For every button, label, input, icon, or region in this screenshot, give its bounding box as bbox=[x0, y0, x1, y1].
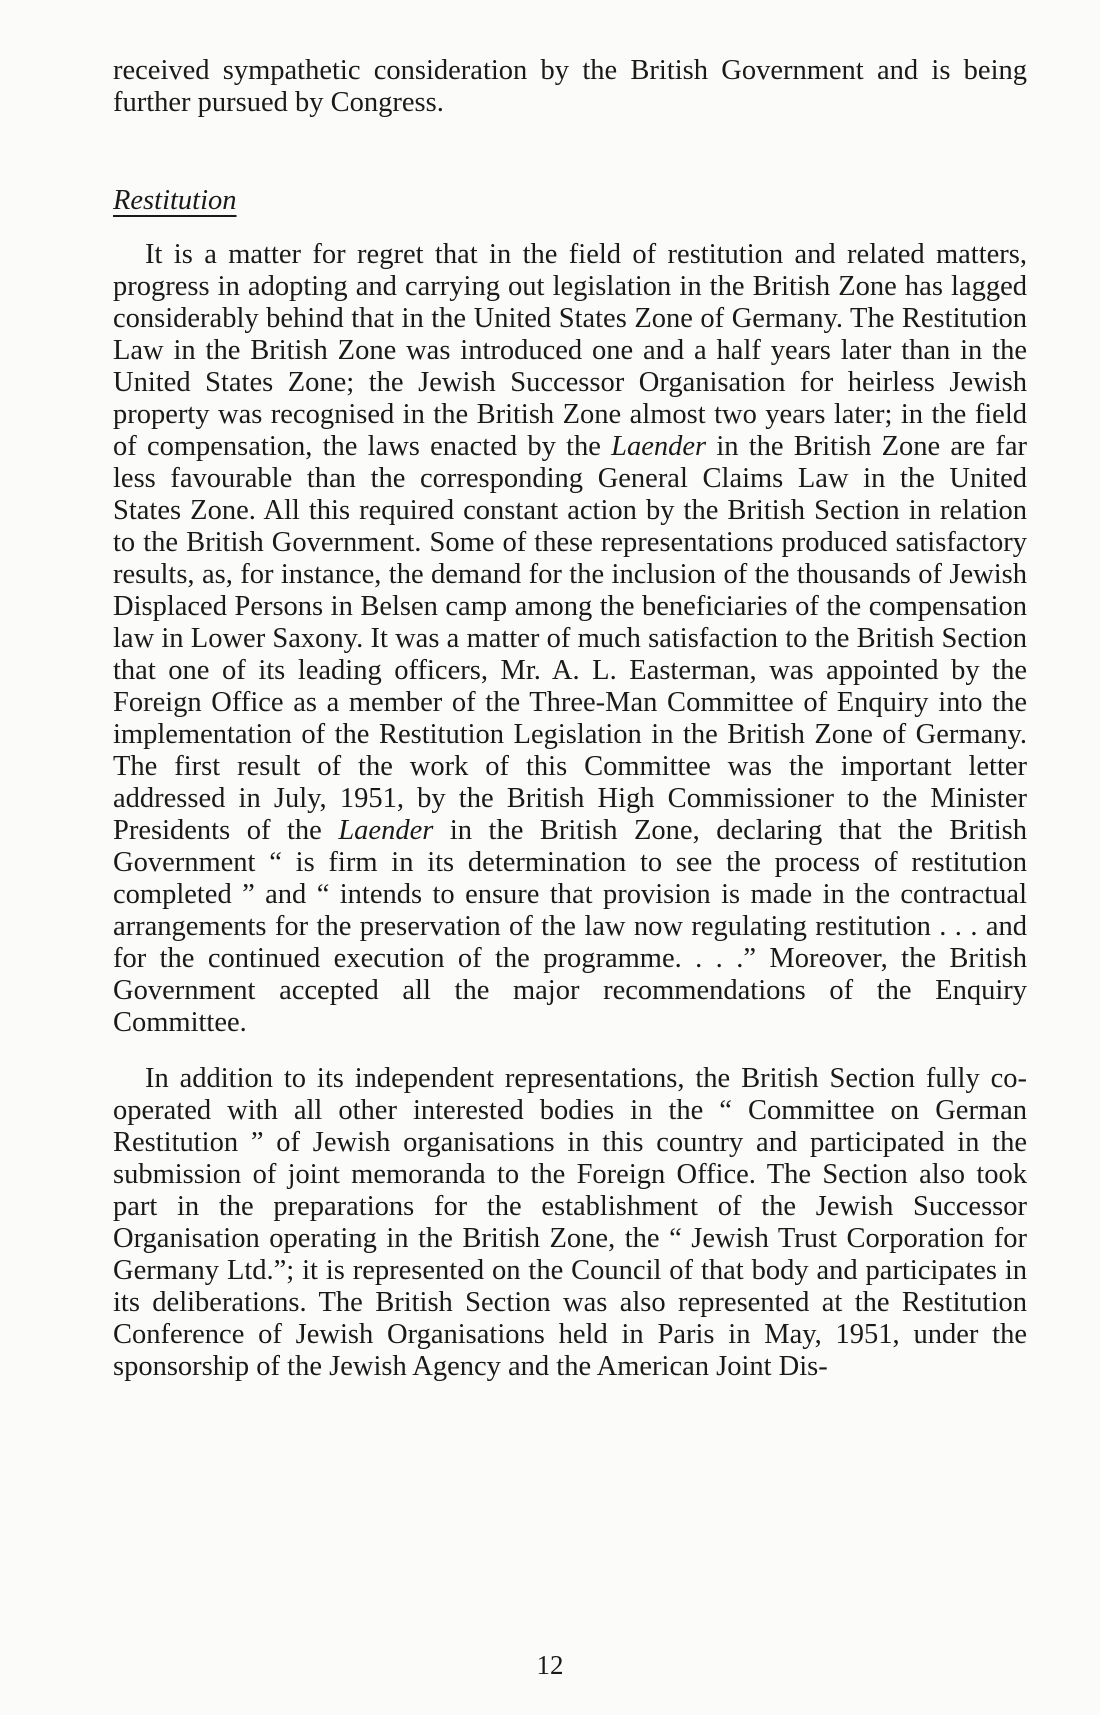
paragraph-text: in the British Zone, declaring that the British Government “ is firm in its determination to see the process of restitution completed ” and “ intends to ensure that provision is made in the contractual arrangements for the preservation of the law now regulating restitution . . . and for the continued execution of the programme. . . .” Moreover, the British Government accepted all the major recommendations of the Enquiry Committee. bbox=[113, 815, 1027, 1038]
page-body bbox=[113, 55, 1027, 1383]
italic-term: Laender bbox=[338, 815, 434, 846]
restitution-paragraph-1 bbox=[113, 239, 1027, 1039]
paragraph-text: in the British Zone are far less favourable than the corresponding General Claims Law in the United States Zone. All this required constant action by the British Section in relation to the British Government. Some of these representations produced satisfactory results, as, for instance, the demand for the inclusion of the thousands of Jewish Displaced Persons in Belsen camp among the beneficiaries of the compensation law in Lower Saxony. It was a matter of much satisfaction to the British Section that one of its leading officers, Mr. A. L. Easterman, was appointed by the Foreign Office as a member of the Three-Man Committee of Enquiry into the implementation of the Restitution Legislation in the British Zone of Germany. The first result of the work of this Committee was the important letter addressed in July, 1951, by the British High Commissioner to the Minister Presidents of the bbox=[113, 431, 1027, 846]
page-number: 12 bbox=[536, 1650, 564, 1680]
opening-paragraph: received sympathetic consideration by the British Government and is being further pursued by Congress. bbox=[113, 55, 1027, 118]
italic-term: Laender bbox=[611, 431, 707, 462]
paragraph-text: It is a matter for regret that in the field of restitution and related matters, progress in adopting and carrying out legislation in the British Zone has lagged considerably behind that in the United States Zone of Germany. The Restitution Law in the British Zone was introduced one and a half years later than in the United States Zone; the Jewish Successor Organisation for heirless Jewish property was recognised in the British Zone almost two years later; in the field of compensation, the laws enacted by the bbox=[113, 239, 1027, 462]
restitution-paragraph-2: In addition to its independent representations, the British Section fully co-operated with all other interested bodies in the “ Committee on German Restitution ” of Jewish organisations in this country and participated in the submission of joint memoranda to the Foreign Office. The Section also took part in the preparations for the establishment of the Jewish Successor Organisation operating in the British Zone, the “ Jewish Trust Corporation for Germany Ltd.”; it is represented on the Council of that body and participates in its deliberations. The British Section was also represented at the Restitution Conference of Jewish Organisations held in Paris in May, 1951, under the sponsorship of the Jewish Agency and the American Joint Dis- bbox=[113, 1063, 1027, 1382]
section-heading: Restitution bbox=[113, 185, 237, 216]
